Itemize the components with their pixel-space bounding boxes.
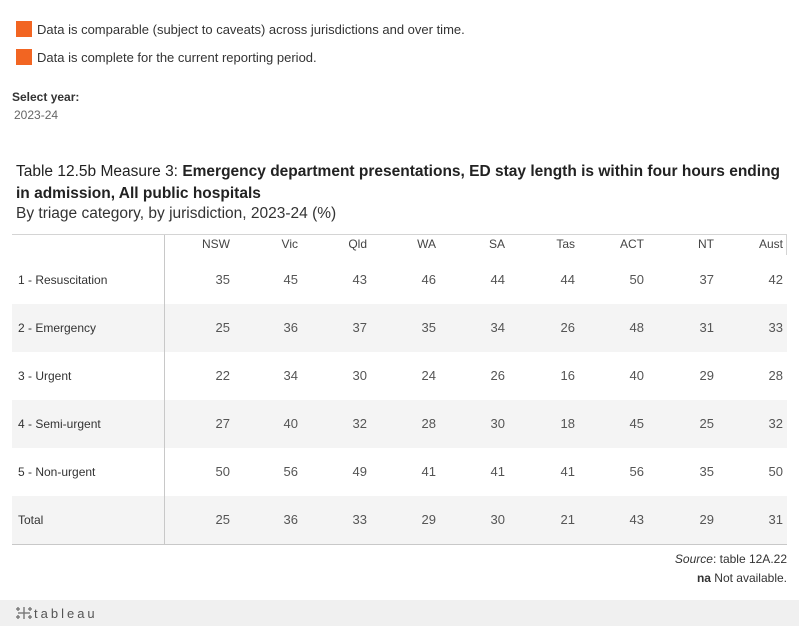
title-prefix: Table 12.5b Measure 3: (16, 163, 183, 180)
table-cell: 35 (215, 272, 230, 287)
legend-swatch (16, 21, 32, 37)
table-cell: 50 (768, 464, 783, 479)
legend-item-complete (16, 43, 465, 71)
table-cell: 16 (560, 368, 575, 383)
column-header: Qld (348, 237, 367, 251)
table-cell: 24 (421, 368, 436, 383)
column-header: Tas (556, 237, 575, 251)
select-year-label: Select year: (12, 90, 80, 104)
table-cell: 32 (352, 416, 367, 431)
table-cell: 33 (352, 512, 367, 527)
table-cell: 50 (629, 272, 644, 287)
table-subtitle: By triage category, by jurisdiction, 2023-24 (%) (16, 205, 337, 222)
data-table (12, 234, 787, 545)
table-cell: 43 (629, 512, 644, 527)
header-right-divider (786, 235, 787, 255)
table-cell: 31 (699, 320, 714, 335)
table-cell: 45 (629, 416, 644, 431)
table-cell: 46 (421, 272, 436, 287)
table-cell: 26 (560, 320, 575, 335)
table-cell: 40 (629, 368, 644, 383)
row-label: 4 - Semi-urgent (18, 417, 101, 431)
table-cell: 35 (699, 464, 714, 479)
table-cell: 43 (352, 272, 367, 287)
tableau-logo[interactable] (14, 604, 98, 622)
table-cell: 28 (421, 416, 436, 431)
table-cell: 42 (768, 272, 783, 287)
table-cell: 25 (215, 512, 230, 527)
row-label: 3 - Urgent (18, 369, 72, 383)
table-cell: 41 (490, 464, 505, 479)
legend-label: Data is complete for the current reporting period. (37, 49, 317, 65)
table-cell: 44 (490, 272, 505, 287)
table-cell: 25 (215, 320, 230, 335)
na-abbr: na (696, 571, 711, 585)
column-header: NSW (202, 237, 230, 251)
na-text: Not available. (710, 571, 787, 585)
legend-item-comparable (16, 15, 465, 43)
table-cell: 56 (283, 464, 298, 479)
table-cell: 29 (699, 512, 714, 527)
table-cell: 41 (421, 464, 436, 479)
table-cell: 29 (699, 368, 714, 383)
row-label: 2 - Emergency (18, 321, 97, 335)
table-row (12, 496, 787, 544)
table-cell: 36 (283, 320, 298, 335)
source-text: : table 12A.22 (712, 552, 787, 566)
table-title (16, 161, 791, 205)
table-cell: 21 (560, 512, 575, 527)
source-label: Source (674, 552, 713, 566)
row-label: 1 - Resuscitation (18, 273, 108, 287)
table-cell: 32 (768, 416, 783, 431)
table-row (12, 304, 787, 352)
table-cell: 30 (352, 368, 367, 383)
table-cell: 36 (283, 512, 298, 527)
table-row (12, 352, 787, 400)
table-cell: 35 (421, 320, 436, 335)
table-cell: 41 (560, 464, 575, 479)
table-cell: 34 (490, 320, 505, 335)
table-row (12, 448, 787, 496)
table-cell: 48 (629, 320, 644, 335)
table-cell: 29 (421, 512, 436, 527)
table-cell: 27 (215, 416, 230, 431)
row-header-divider (164, 235, 165, 544)
table-cell: 33 (768, 320, 783, 335)
column-header: WA (417, 237, 436, 251)
table-cell: 31 (768, 512, 783, 527)
table-cell: 34 (283, 368, 298, 383)
table-cell: 25 (699, 416, 714, 431)
source-note (675, 552, 787, 566)
table-cell: 37 (699, 272, 714, 287)
table-cell: 26 (490, 368, 505, 383)
column-header: Vic (281, 237, 298, 251)
column-header: Aust (758, 237, 783, 251)
legend (16, 15, 465, 71)
row-label: 5 - Non-urgent (18, 465, 96, 479)
table-row (12, 256, 787, 304)
na-note (697, 571, 787, 585)
column-header: NT (698, 237, 714, 251)
legend-swatch (16, 49, 32, 65)
tableau-cross-icon (14, 604, 34, 622)
row-label: Total (18, 513, 44, 527)
title-bold: Emergency department presentations, ED stay length is within four hours ending in admission, All public hospitals (16, 163, 781, 202)
tableau-wordmark: tableau (34, 605, 98, 621)
table-cell: 18 (560, 416, 575, 431)
table-cell: 40 (283, 416, 298, 431)
table-cell: 22 (215, 368, 230, 383)
table-cell: 56 (629, 464, 644, 479)
column-header: SA (488, 237, 505, 251)
table-cell: 37 (352, 320, 367, 335)
legend-label: Data is comparable (subject to caveats) across jurisdictions and over time. (37, 21, 465, 37)
table-cell: 49 (352, 464, 367, 479)
table-cell: 28 (768, 368, 783, 383)
table-cell: 30 (490, 512, 505, 527)
table-cell: 45 (283, 272, 298, 287)
table-cell: 30 (490, 416, 505, 431)
table-cell: 50 (215, 464, 230, 479)
table-cell: 44 (560, 272, 575, 287)
footer-bar (0, 600, 799, 626)
select-year-dropdown[interactable]: 2023-24 (14, 108, 59, 122)
column-header: ACT (620, 237, 644, 251)
table-row (12, 400, 787, 448)
